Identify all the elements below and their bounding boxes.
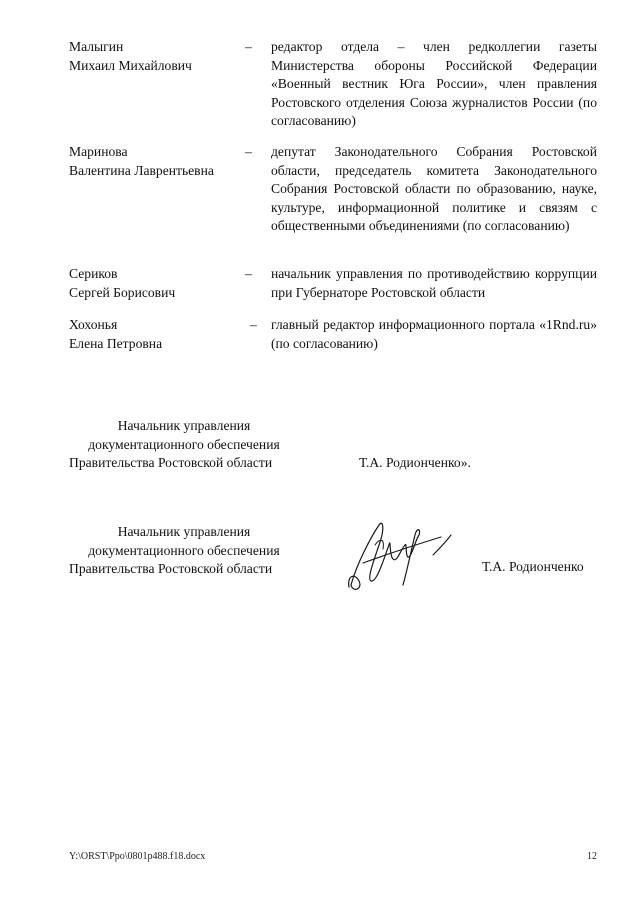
page-number: 12 — [587, 851, 597, 862]
member-given-name: Сергей Борисович — [69, 284, 176, 300]
member-surname: Сериков — [69, 266, 118, 281]
member-name — [69, 38, 239, 75]
signature-block-title — [69, 523, 299, 579]
signature-title-line: Правительства Ростовской области — [69, 455, 273, 471]
signature-title-line: документационного обеспечения — [88, 542, 280, 558]
member-description: начальник управления по противодействию коррупции при Губернаторе Ростовской области — [271, 266, 597, 300]
signature-title-line: Начальник управления — [117, 418, 251, 433]
member-name — [69, 143, 239, 180]
member-given-name: Елена Петровна — [69, 335, 163, 351]
signatory-name: Т.А. Родионченко». — [359, 455, 471, 470]
signatory-name: Т.А. Родионченко — [482, 559, 584, 574]
member-dash: – — [250, 317, 257, 332]
member-name — [69, 316, 239, 353]
member-name — [69, 265, 239, 302]
member-description: депутат Законодательного Собрания Ростовской области, председатель комитета Законодательного Собрания Ростовской области по образованию, науке, культуре, информационной политике и связям с общественными объединениями (по согласованию) — [271, 144, 597, 234]
member-dash: – — [245, 266, 252, 281]
member-given-name: Михаил Михайлович — [69, 57, 192, 73]
member-surname: Маринова — [69, 144, 128, 159]
signature-title-line: документационного обеспечения — [88, 436, 280, 452]
member-entry — [69, 265, 597, 305]
footer-file-path: Y:\ORST\Ppo\0801p488.f18.docx — [69, 851, 206, 862]
member-entry — [69, 316, 597, 356]
member-dash: – — [245, 39, 252, 54]
member-description: главный редактор информационного портала «1Rnd.ru» (по согласованию) — [271, 317, 597, 351]
signature-title-line: Начальник управления — [117, 524, 251, 539]
member-given-name: Валентина Лаврентьевна — [69, 162, 214, 178]
member-dash: – — [245, 144, 252, 159]
member-description: редактор отдела – член редколлегии газеты Министерства обороны Российской Федерации «Военный вестник Юга России», член правления Ростовского отделения Союза журналистов России (по согласованию) — [271, 39, 597, 129]
member-surname: Хохонья — [69, 317, 118, 332]
member-entry — [69, 38, 597, 133]
handwritten-signature — [345, 515, 455, 595]
signature-block-title — [69, 417, 299, 473]
member-surname: Малыгин — [69, 39, 124, 54]
signature-title-line: Правительства Ростовской области — [69, 561, 273, 577]
member-entry — [69, 143, 597, 258]
